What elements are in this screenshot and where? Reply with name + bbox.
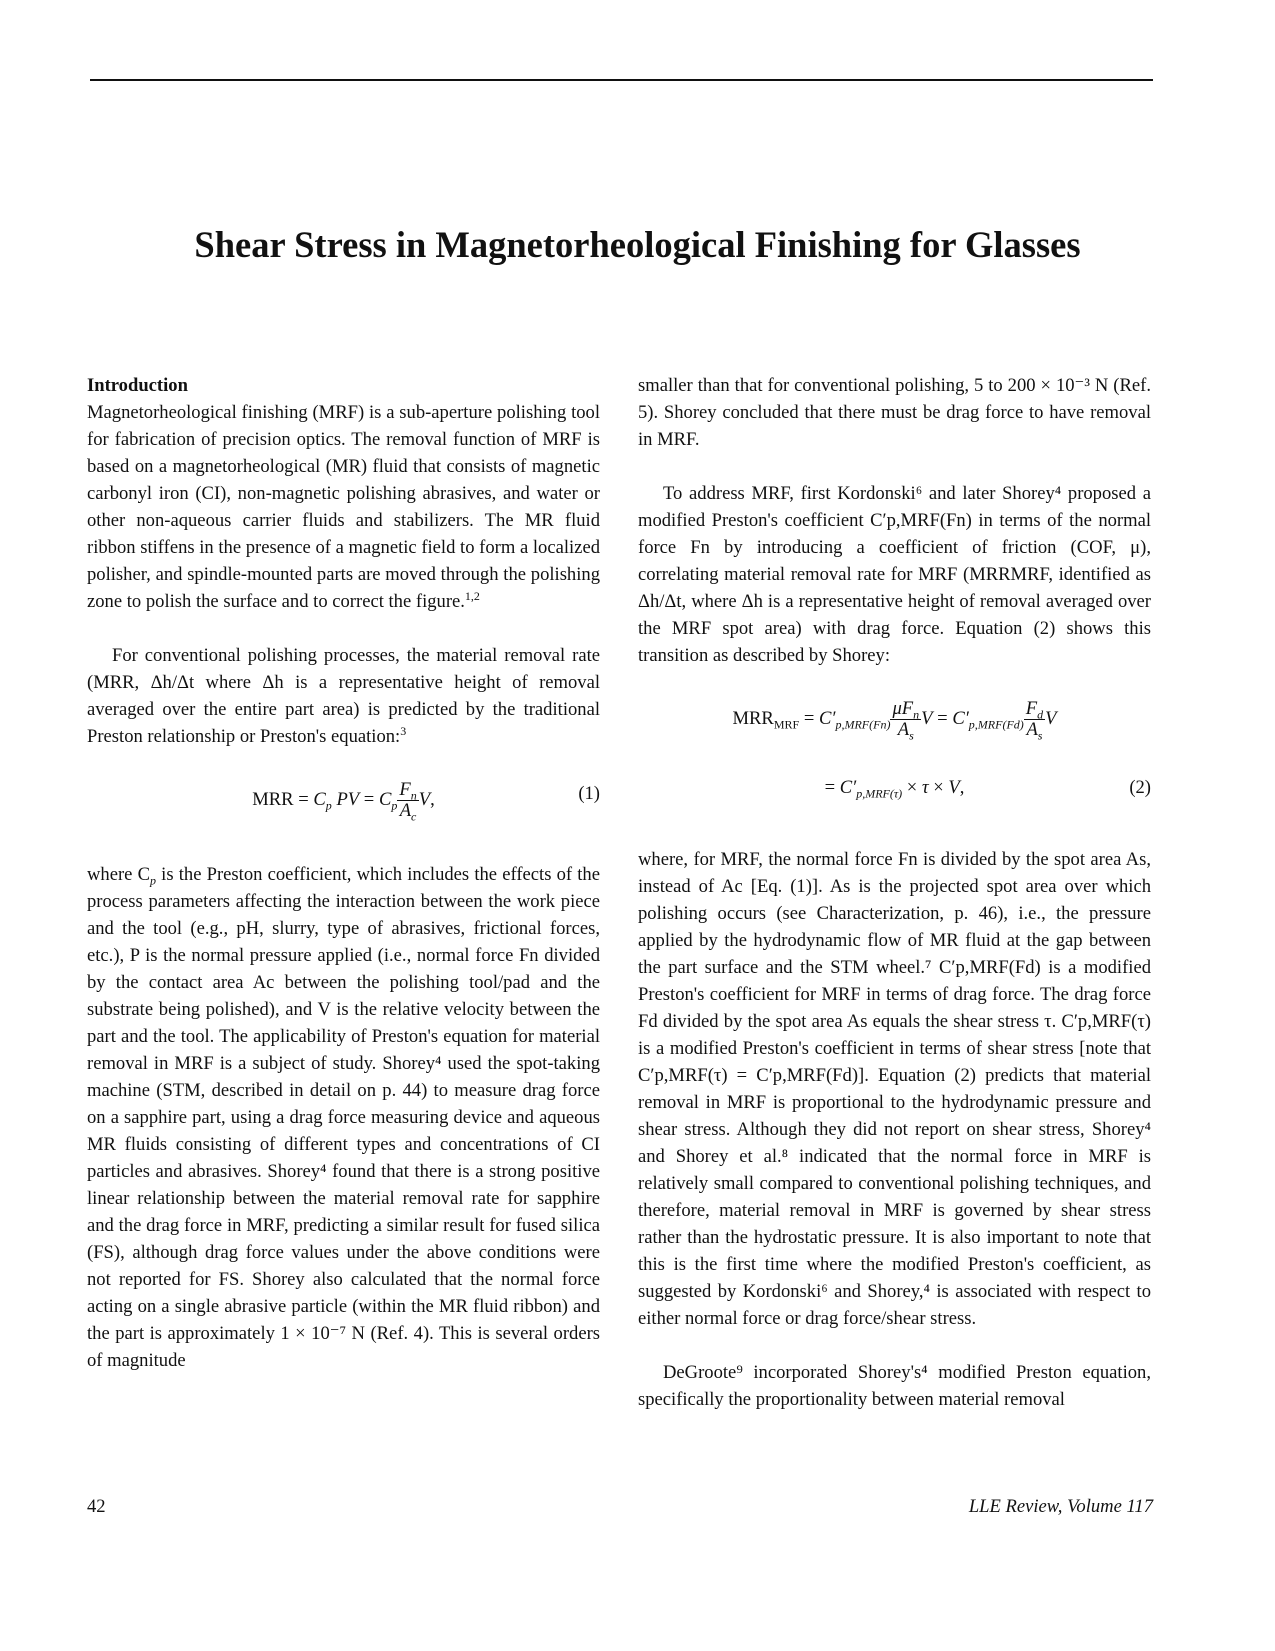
paragraph-kordonski: To address MRF, first Kordonski⁶ and later Shorey⁴ proposed a modified Preston's coefficient C′p,MRF(Fn) in terms of the normal force Fn by introducing a coefficient of friction (COF, μ), correlating material removal rate for MRF (MRRMRF, identified as Δh/Δt, where Δh is a representative height of removal averaged over the MRF spot area) with drag force. Equation (2) shows this transition as described by Shorey: (638, 483, 1151, 666)
paragraph-degroote: DeGroote⁹ incorporated Shorey's⁴ modified Preston equation, specifically the proportionality between material removal (638, 1362, 1151, 1410)
paragraph-intro: Magnetorheological finishing (MRF) is a sub-aperture polishing tool for fabrication of precision optics. The removal function of MRF is based on a magnetorheological (MR) fluid that consists of magnetic carbonyl iron (CI), non-magnetic polishing abrasives, and water or other non-aqueous carrier fluids and stabilizers. The MR fluid ribbon stiffens in the presence of a magnetic field to form a localized polisher, and spindle-mounted parts are moved through the polishing zone to polish the surface and to correct the figure.$^{1,2}$ (87, 402, 600, 612)
equation-1: MRR = $C_p$ PV = $C_p$ $\frac{F_n}{A_c}$ V, (1) (252, 779, 600, 824)
journal-name: LLE Review, Volume 117 (968, 1496, 1153, 1517)
paragraph-continued: smaller than that for conventional polishing, 5 to 200 × 10⁻³ N (Ref. 5). Shorey concluded that there must be drag force to have removal in MRF. (638, 375, 1151, 450)
page-number: 42 (87, 1496, 106, 1517)
equation-number: (1) (578, 783, 600, 804)
right-column (638, 372, 1151, 1413)
article-title: Shear Stress in Magnetorheological Finishing for Glasses (194, 224, 1081, 265)
equation-number: (2) (1129, 777, 1151, 798)
section-heading: Introduction (87, 375, 188, 396)
top-rule (90, 79, 1153, 81)
equation-2: $MRR_{MRF} = C'_{p,MRF(Fn)}$ $\frac{\mu F_n}{A_s}$ $V = C'_{p,MRF(Fd)}$ $\frac{F_d}{A_s}$ V = $C'_{p,MRF(\tau)} \times \tau \times V$, (2) (732, 698, 1151, 801)
left-column (87, 372, 600, 1374)
paragraph-spot-area: where, for MRF, the normal force Fn is divided by the spot area As, instead of Ac [Eq. (1)]. As is the projected spot area over which polishing occurs (see Characterization, p. 46), i.e., the pressure applied by the hydrodynamic flow of MR fluid at the gap between the part surface and the STM wheel.⁷ C′p,MRF(Fd) is a modified Preston's coefficient for MRF in terms of drag force. The drag force Fd divided by the spot area As equals the shear stress τ. C′p,MRF(τ) is a modified Preston's coefficient in terms of shear stress [note that C′p,MRF(τ) = C′p,MRF(Fd)]. Equation (2) predicts that material removal in MRF is proportional to the hydrodynamic pressure and shear stress. Although they did not report on shear stress, Shorey⁴ and Shorey et al.⁸ indicated that the normal force in MRF is relatively small compared to conventional polishing techniques, and therefore, material removal in MRF is governed by shear stress rather than the hydrostatic pressure. It is also important to note that this is the first time where the modified Preston's coefficient, as suggested by Kordonski⁶ and Shorey,⁴ is associated with respect to either normal force or drag force/shear stress. (638, 849, 1151, 1329)
paragraph-preston-coefficient: where $C_p$ is the Preston coefficient, which includes the effects of the process parameters affecting the interaction between the work piece and the tool (e.g., pH, slurry, type of abrasives, frictional forces, etc.), P is the normal pressure applied (i.e., normal force Fn divided by the contact area Ac between the polishing tool/pad and the substrate being polished), and V is the relative velocity between the part and the tool. The applicability of Preston's equation for material removal in MRF is a subject of study. Shorey⁴ used the spot-taking machine (STM, described in detail on p. 44) to measure drag force on a sapphire part, using a drag force measuring device and aqueous MR fluids consisting of different types and concentrations of CI particles and abrasives. Shorey⁴ found that there is a strong positive linear relationship between the material removal rate for sapphire and the drag force in MRF, predicting a similar result for fused silica (FS), although drag force values under the above conditions were not reported for FS. Shorey also calculated that the normal force acting on a single abrasive particle (within the MR fluid ribbon) and the part is approximately 1 × 10⁻⁷ N (Ref. 4). This is several orders of magnitude (87, 864, 600, 1371)
paragraph-preston: For conventional polishing processes, the material removal rate (MRR, Δh/Δt where Δh is a representative height of removal averaged over the entire part area) is predicted by the traditional Preston relationship or Preston's equation:$^3$ (87, 645, 600, 747)
